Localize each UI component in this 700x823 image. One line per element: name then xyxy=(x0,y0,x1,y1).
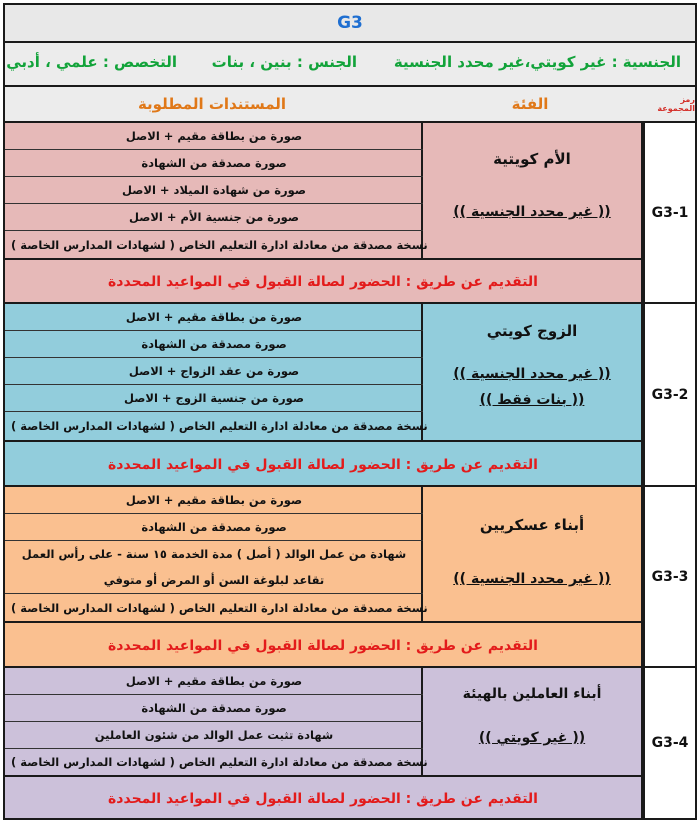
document-item: شهادة تثبت عمل الوالد من شئون العاملين xyxy=(5,722,423,749)
category-name: أبناء عسكريين xyxy=(479,516,585,534)
document-item: صورة من جنسية الأم + الاصل xyxy=(5,204,423,231)
document-item: شهادة من عمل الوالد ( أصل ) مدة الخدمة ١٥ سنة - على رأس العمل xyxy=(21,547,407,561)
document-item: صورة مصدقة من الشهادة xyxy=(5,514,423,541)
group-g3-2-section xyxy=(3,304,643,487)
document-item: صورة مصدقة من الشهادة xyxy=(5,695,423,722)
category-cell xyxy=(423,487,641,621)
category-note: (( بنات فقط )) xyxy=(479,392,585,408)
document-item: نسخة مصدقة من معادلة ادارة التعليم الخاص ( لشهادات المدارس الخاصة ) xyxy=(11,418,428,433)
document-item: صورة من بطاقة مقيم + الاصل xyxy=(5,123,423,150)
category-cell xyxy=(423,123,641,258)
document-item: نسخة مصدقة من معادلة ادارة التعليم الخاص ( لشهادات المدارس الخاصة ) xyxy=(11,237,428,252)
document-item: صورة من عقد الزواج + الاصل xyxy=(5,358,423,385)
group-code: G3-1 xyxy=(643,123,697,304)
group-code: G3-2 xyxy=(643,304,697,487)
criteria-bar xyxy=(3,43,697,87)
nationality-criteria: الجنسية : غير كويتي،غير محدد الجنسية xyxy=(393,53,681,71)
specialization-criteria: التخصص : علمي ، أدبي xyxy=(6,53,177,71)
category-cell xyxy=(423,668,641,775)
category-note: (( غير محدد الجنسية )) xyxy=(453,366,611,382)
document-item: نسخة مصدقة من معادلة ادارة التعليم الخاص ( لشهادات المدارس الخاصة ) xyxy=(11,755,428,769)
group-g3-4-section xyxy=(3,668,643,820)
document-item: تقاعد لبلوغة السن أو المرض أو متوفي xyxy=(5,567,423,594)
group-g3-3-section xyxy=(3,487,643,668)
gender-criteria: الجنس : بنين ، بنات xyxy=(211,53,357,71)
group-code-header: رمز المجموعة xyxy=(641,87,697,123)
document-item: صورة من بطاقة مقيم + الاصل xyxy=(5,668,423,695)
category-note: (( غير كويتي )) xyxy=(478,730,586,746)
group-code: G3-3 xyxy=(643,487,697,668)
application-method: التقديم عن طريق : الحضور لصالة القبول في المواعيد المحددة xyxy=(5,258,641,304)
documents-list xyxy=(5,668,428,775)
category-header: الفئة xyxy=(419,87,643,123)
category-note: (( غير محدد الجنسية )) xyxy=(453,571,611,587)
documents-header: المستندات المطلوبة xyxy=(3,87,421,123)
document-item: صورة من بطاقة مقيم + الاصل xyxy=(5,487,423,514)
document-item: صورة مصدقة من الشهادة xyxy=(5,150,423,177)
table-title: G3 xyxy=(3,3,697,43)
documents-list xyxy=(5,487,428,621)
category-name: أبناء العاملين بالهيئة xyxy=(462,686,602,702)
group-g3-1-section xyxy=(3,123,643,304)
document-item: صورة من بطاقة مقيم + الاصل xyxy=(5,304,423,331)
category-cell xyxy=(423,304,641,440)
documents-list xyxy=(5,123,428,258)
document-item: صورة من شهادة الميلاد + الاصل xyxy=(5,177,423,204)
category-note: (( غير محدد الجنسية )) xyxy=(453,204,611,220)
category-name: الأم كويتية xyxy=(493,150,571,168)
document-item: صورة مصدقة من الشهادة xyxy=(5,331,423,358)
category-name: الزوج كويتي xyxy=(486,322,578,340)
application-method: التقديم عن طريق : الحضور لصالة القبول في المواعيد المحددة xyxy=(5,621,641,668)
group-code: G3-4 xyxy=(643,668,697,820)
document-item: نسخة مصدقة من معادلة ادارة التعليم الخاص ( لشهادات المدارس الخاصة ) xyxy=(11,600,428,615)
application-method: التقديم عن طريق : الحضور لصالة القبول في المواعيد المحددة xyxy=(5,775,641,820)
application-method: التقديم عن طريق : الحضور لصالة القبول في المواعيد المحددة xyxy=(5,440,641,487)
documents-list xyxy=(5,304,428,440)
document-item: صورة من جنسية الزوج + الاصل xyxy=(5,385,423,412)
